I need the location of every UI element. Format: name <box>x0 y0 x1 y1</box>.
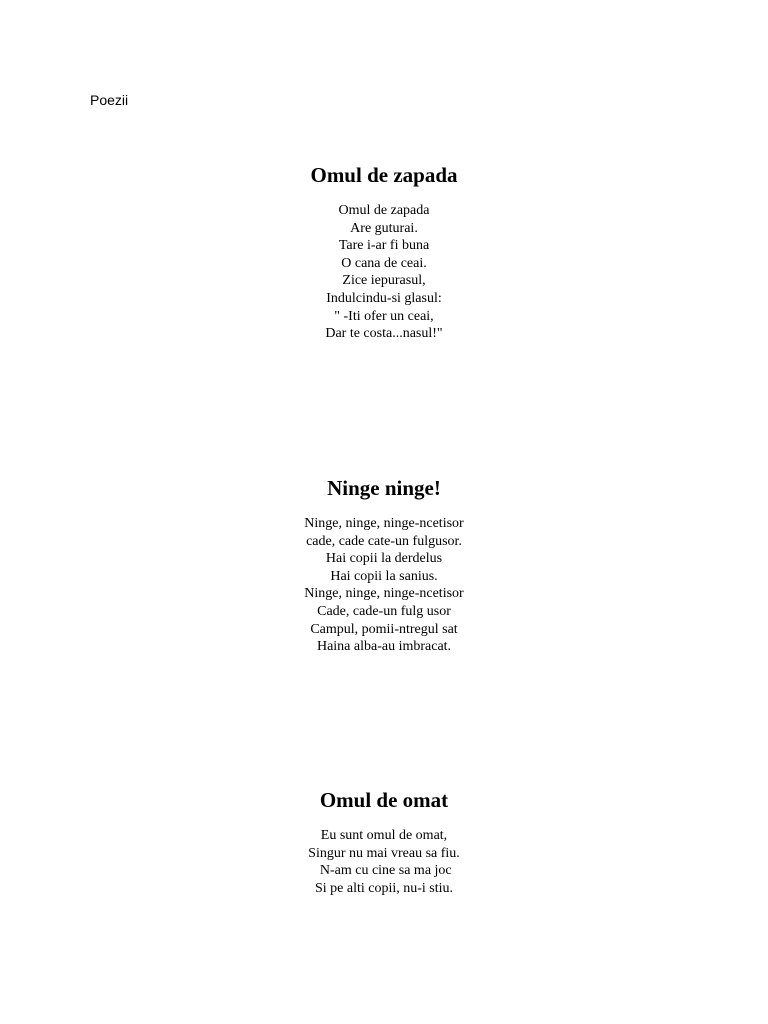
poem-title: Ninge ninge! <box>327 476 441 500</box>
poem-line: Zice iepurasul, <box>342 273 426 289</box>
poem-title: Omul de zapada <box>310 163 458 187</box>
poem-line: Ninge, ninge, ninge-ncetisor <box>304 586 464 602</box>
poem-line: Singur nu mai vreau sa fiu. <box>308 845 460 861</box>
poem-line: Omul de zapada <box>338 203 430 218</box>
poem-section <box>0 475 768 656</box>
poem-line: " -Iti ofer un ceai, <box>334 308 434 324</box>
poem-line: Hai copii la sanius. <box>330 568 438 584</box>
poem-title: Omul de omat <box>319 788 449 812</box>
poem-line: Campul, pomii-ntregul sat <box>310 621 458 637</box>
poem-stanza <box>0 827 768 897</box>
poem-line: Dar te costa...nasul!" <box>325 326 443 342</box>
poem-line: Haina alba-au imbracat. <box>316 639 452 655</box>
poem-line: Eu sunt omul de omat, <box>320 828 448 843</box>
document-header: Poezii <box>90 92 129 108</box>
poem-stanza <box>0 515 768 656</box>
poem-line: O cana de ceai. <box>341 255 427 271</box>
poem-section <box>0 787 768 897</box>
poem-stanza <box>0 202 768 343</box>
poem-line: Tare i-ar fi buna <box>338 238 430 254</box>
poem-line: Are guturai. <box>350 220 418 236</box>
poem-line: Si pe alti copii, nu-i stiu. <box>314 880 454 896</box>
poem-line: N-am cu cine sa ma joc <box>316 863 452 879</box>
poem-line: Indulcindu-si glasul: <box>326 290 442 306</box>
poem-line: cade, cade cate-un fulgusor. <box>306 533 462 549</box>
poem-section <box>0 162 768 343</box>
poem-line: Cade, cade-un fulg usor <box>317 603 451 619</box>
poem-line: Ninge, ninge, ninge-ncetisor <box>304 516 464 531</box>
poem-line: Hai copii la derdelus <box>325 551 443 567</box>
